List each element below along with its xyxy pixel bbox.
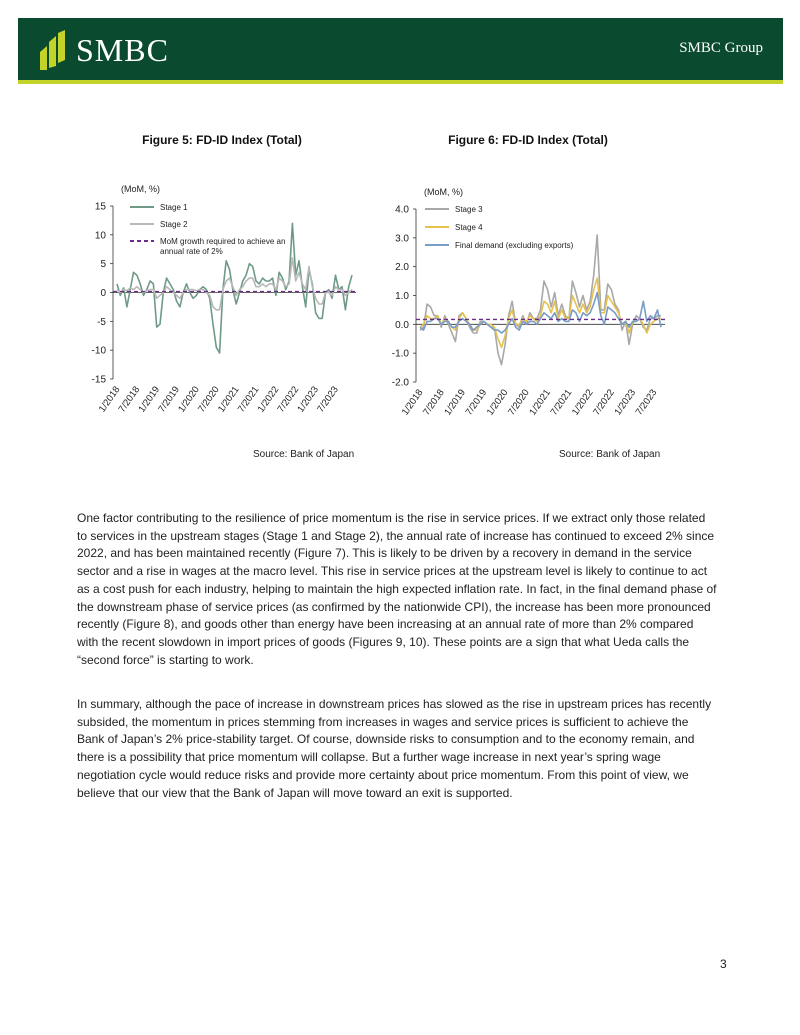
brand-name: SMBC <box>76 32 169 68</box>
x-tick-label: 1/2023 <box>612 387 639 418</box>
legend-label: MoM growth required to achieve an annual rate of 2% <box>160 237 286 256</box>
header-stripe <box>18 80 783 84</box>
figure-5-source: Source: Bank of Japan <box>253 449 355 460</box>
y-tick-label: -10 <box>91 345 106 357</box>
y-tick-label: 1.0 <box>395 291 409 302</box>
y-tick-label: 0.0 <box>395 319 409 331</box>
x-tick-label: 7/2020 <box>506 387 532 418</box>
x-tick-label: 1/2020 <box>484 387 511 418</box>
x-tick-label: 7/2018 <box>116 384 143 415</box>
body-paragraph-2: In summary, although the pace of increase in downstream prices has slowed as the rise in upstream prices has recently subsided, the momentum in prices stemming from increases in wages and service prices is sufficient to achieve the Bank of Japan’s 2% price-stability target. Of course, downside risks to consumption and to the economy remain, and there is a possibility that price momentum will collapse. But a further wage increase in next year’s spring wage negotiation cycle would reduce risks and provide more certainty about price momentum. From this point of view, we believe that our view that the Bank of Japan will move toward an exit is supported. <box>77 697 712 800</box>
smbc-logo-icon <box>40 30 66 70</box>
x-tick-label: 1/2018 <box>399 387 426 418</box>
x-tick-label: 7/2023 <box>633 387 660 418</box>
x-tick-label: 7/2019 <box>463 387 490 418</box>
legend-label: Stage 1 <box>160 203 188 212</box>
legend-label: Stage 2 <box>160 220 188 229</box>
x-tick-label: 1/2023 <box>295 384 322 415</box>
y-tick-label: 5 <box>100 259 106 271</box>
figure-6-title: Figure 6: FD-ID Index (Total) <box>448 133 608 147</box>
legend-label: Stage 3 <box>455 205 483 214</box>
x-tick-label: 1/2020 <box>176 384 202 415</box>
page-header <box>18 18 783 80</box>
y-tick-label: 0 <box>100 288 106 299</box>
legend-label: Final demand (excluding exports) <box>455 241 574 250</box>
y-tick-label: -15 <box>91 374 106 386</box>
figure-6-chart <box>370 180 680 440</box>
x-tick-label: 1/2022 <box>569 387 596 418</box>
y-tick-label: -5 <box>97 316 106 328</box>
x-tick-label: 7/2020 <box>196 384 222 415</box>
x-tick-label: 7/2018 <box>421 387 447 418</box>
x-tick-label: 7/2023 <box>315 384 341 415</box>
y-tick-label: -1.0 <box>391 348 409 360</box>
x-tick-label: 1/2019 <box>136 384 163 415</box>
series-line-1 <box>420 235 661 365</box>
legend-label: Stage 4 <box>455 223 483 232</box>
x-tick-label: 7/2022 <box>275 384 302 415</box>
x-tick-label: 7/2021 <box>548 387 575 418</box>
y-tick-label: 4.0 <box>395 204 409 216</box>
figure-6-source: Source: Bank of Japan <box>559 449 661 460</box>
figure-5-title: Figure 5: FD-ID Index (Total) <box>142 133 302 147</box>
figure-5-chart <box>70 180 370 440</box>
group-name: SMBC Group <box>679 40 763 56</box>
x-tick-label: 1/2019 <box>442 387 468 418</box>
x-tick-label: 1/2021 <box>215 384 242 415</box>
x-tick-label: 7/2022 <box>591 387 617 418</box>
y-tick-label: -2.0 <box>391 377 409 389</box>
page-number: 3 <box>720 957 727 971</box>
x-tick-label: 1/2021 <box>527 387 554 418</box>
y-tick-label: 15 <box>94 201 106 213</box>
unit-label: (MoM, %) <box>121 184 160 194</box>
unit-label: (MoM, %) <box>424 187 463 197</box>
y-tick-label: 2.0 <box>395 262 409 274</box>
x-tick-label: 7/2021 <box>235 384 262 415</box>
y-tick-label: 10 <box>94 230 106 242</box>
x-tick-label: 1/2018 <box>96 384 123 415</box>
body-paragraph-1: One factor contributing to the resilience of price momentum is the rise in service prices. If we extract only those related to services in the upstream stages (Stage 1 and Stage 2), the annual rate of increase has continued to exceed 2% since 2022, and has been maintained recently (Figure 7). This is likely to be driven by a recovery in demand in the service sector and a rise in wages at the macro level. This rise in service prices at the upstream level is likely to continue to act as a cost push for each industry, helping to maintain the high expected inflation rate. In fact, in the final demand phase of the downstream phase of service prices (as confirmed by the nationwide CPI), the increase has been more pronounced recently (Figure 8), and goods other than energy have been increasing at an annual rate of more than 2% compared with the recent slowdown in import prices of goods (Figures 9, 10). These points are a sign that what Ueda calls the “second force” is starting to work. <box>77 511 717 667</box>
x-tick-label: 1/2022 <box>255 384 282 415</box>
y-tick-label: 3.0 <box>395 233 409 245</box>
x-tick-label: 7/2019 <box>156 384 183 415</box>
